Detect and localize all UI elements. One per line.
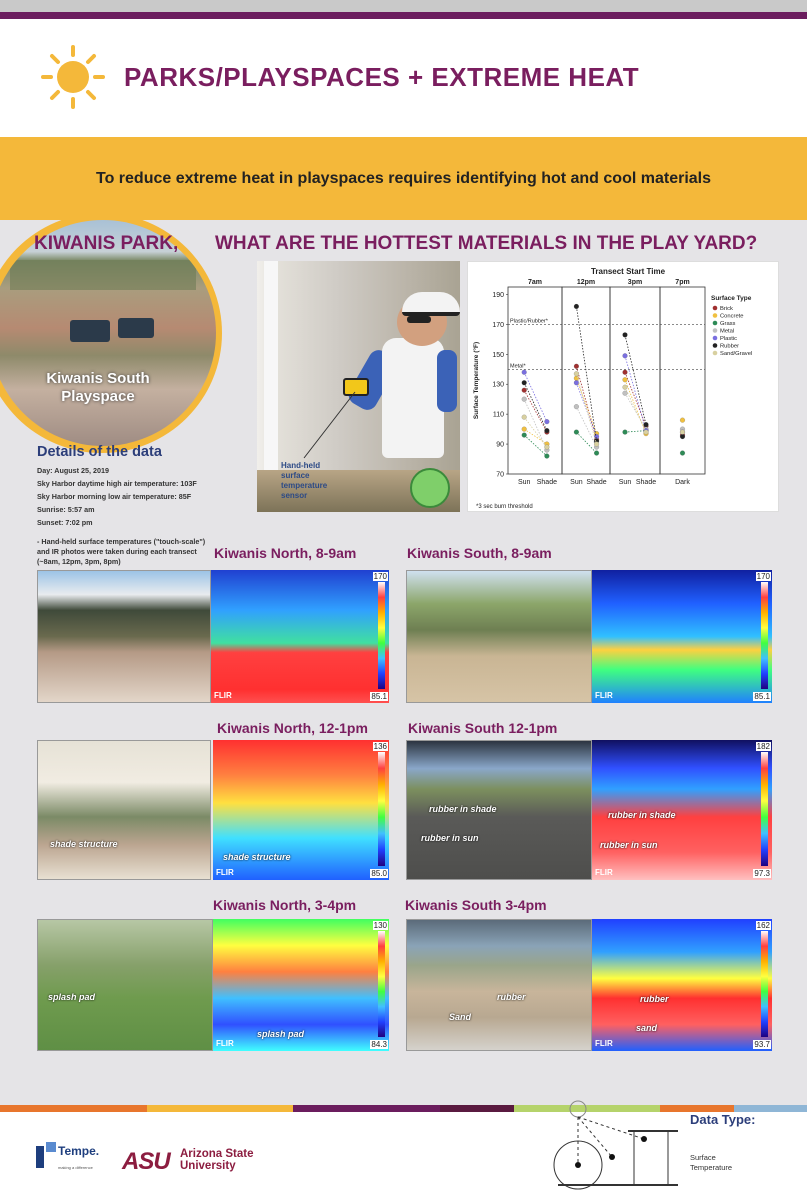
data-point (680, 434, 685, 439)
scale-max: 136 (373, 742, 387, 751)
chart-panel (467, 261, 779, 512)
panel-label: 7am (527, 279, 543, 286)
data-point (623, 430, 628, 435)
series-link (576, 407, 596, 447)
panel-frame (660, 287, 705, 474)
photo-annotation: shade structure (223, 852, 291, 862)
photo-annotation: rubber in shade (429, 804, 497, 814)
y-tick-label: 150 (492, 351, 504, 359)
legend-swatch (713, 321, 718, 326)
scale-min: 97.3 (754, 869, 770, 878)
data-point (522, 397, 527, 402)
stripe-segment (0, 1105, 74, 1112)
data-point (644, 422, 649, 427)
data-point (522, 380, 527, 385)
heading-park: KIWANIS PARK, (34, 233, 179, 254)
legend-label: Grass (720, 321, 736, 327)
flir-logo: FLIR (595, 1039, 613, 1048)
boy-sunglasses (407, 316, 431, 323)
x-tick-label: Sun (618, 479, 632, 486)
scale-min: 85.1 (754, 692, 770, 701)
tempe-logo-text: Tempe. (58, 1144, 100, 1158)
chart-footnote: *3 sec burn threshold (476, 504, 533, 510)
y-tick-label: 130 (492, 381, 504, 389)
legend-swatch (713, 343, 718, 348)
y-axis-label: Surface Temperature (°F) (473, 341, 480, 420)
tempe-logo-sub: making a difference (58, 1165, 93, 1170)
sensor-label-line: surface (281, 471, 310, 480)
series-link (625, 335, 646, 425)
series-link (524, 399, 547, 450)
legend-swatch (713, 313, 718, 318)
chart-title: Transect Start Time (590, 267, 666, 276)
panel-frame (508, 287, 562, 474)
x-tick-label: Shade (635, 479, 657, 486)
y-tick-label: 190 (492, 291, 504, 299)
stripe-segment (73, 1105, 147, 1112)
infrared-photo (213, 740, 389, 880)
x-tick-label: Sun (570, 479, 583, 486)
detail-low: Sky Harbor morning low air temperature: 85F (37, 492, 192, 501)
flir-logo: FLIR (595, 691, 613, 700)
data-point (594, 451, 599, 456)
temperature-scale-bar (378, 752, 385, 866)
section-title: Kiwanis South 3-4pm (405, 897, 547, 913)
photo-annotation: shade structure (50, 839, 118, 849)
details-title: Details of the data (37, 444, 162, 460)
sensor-label-line: sensor (281, 491, 308, 500)
scale-max: 170 (373, 572, 387, 581)
legend-title: Surface Type (711, 295, 752, 302)
sensor-pointer-line (300, 390, 360, 460)
data-point (522, 388, 527, 393)
panel-label: 3pm (627, 279, 643, 286)
stripe-segment (734, 1105, 807, 1112)
site-photo (37, 919, 213, 1051)
legend-swatch (713, 351, 718, 356)
data-point (522, 415, 527, 420)
legend-label: Metal (720, 328, 735, 335)
data-point (574, 430, 579, 435)
surface-temperature-diagram (548, 1095, 688, 1195)
scale-min: 84.3 (371, 1040, 387, 1049)
data-point (522, 433, 527, 438)
site-photo (406, 570, 592, 703)
photo-annotation: rubber (497, 992, 526, 1002)
section-title: Kiwanis North, 8-9am (214, 545, 357, 561)
data-point (680, 418, 685, 423)
legend-label: Rubber (720, 343, 740, 350)
data-point (623, 385, 628, 390)
stripe-segment (440, 1105, 514, 1112)
series-link (576, 432, 596, 453)
photo-annotation: splash pad (48, 992, 96, 1002)
data-type-line: Surface (690, 1153, 716, 1162)
infrared-photo (211, 570, 389, 703)
y-tick-label: 90 (496, 441, 504, 449)
asu-name-line: University (180, 1160, 236, 1172)
panel-frame (610, 287, 660, 474)
data-point (522, 370, 527, 375)
section-title: Kiwanis North, 3-4pm (213, 897, 357, 913)
series-link (524, 372, 547, 421)
photo-annotation: sand (636, 1023, 658, 1033)
photo-annotation: Sand (449, 1012, 472, 1022)
flir-logo: FLIR (216, 1039, 234, 1048)
sun-icon (40, 44, 106, 110)
series-link (524, 417, 547, 447)
frisbee (410, 468, 450, 508)
section-title: Kiwanis North, 12-1pm (217, 720, 368, 736)
stripe-segment (220, 1105, 294, 1112)
top-purple-bar (0, 12, 807, 19)
temperature-scale-bar (761, 582, 768, 689)
legend-label: Brick (720, 306, 733, 312)
poster-title: PARKS/PLAYSPACES + EXTREME HEAT (124, 62, 640, 92)
flir-logo: FLIR (214, 691, 232, 700)
boy-cap (402, 292, 460, 316)
stripe-segment (147, 1105, 221, 1112)
detail-sunrise: Sunrise: 5:57 am (37, 505, 95, 514)
series-link (524, 435, 547, 456)
surface-temp-chart (468, 262, 780, 513)
series-link (524, 383, 547, 431)
scale-max: 182 (756, 742, 770, 751)
detail-high: Sky Harbor daytime high air temperature: 103F (37, 479, 197, 488)
data-point (522, 427, 527, 432)
pavilion-roof (70, 320, 110, 342)
data-point (680, 451, 685, 456)
series-link (524, 429, 547, 444)
detail-note: - Hand-held surface temperatures ("touch-scale") and IR photos were taken during each transect (~8am, 12pm, 3pm, 8pm) (37, 537, 206, 566)
section-title: Kiwanis South 12-1pm (408, 720, 558, 736)
panel-frame (562, 287, 610, 474)
data-type-line: Temperature (690, 1163, 733, 1172)
scale-max: 162 (756, 921, 770, 930)
site-photo (37, 740, 211, 880)
x-tick-label: Dark (675, 479, 690, 486)
boy-arm (437, 350, 457, 412)
section-title: Kiwanis South, 8-9am (407, 545, 552, 561)
top-gray-bar (0, 0, 807, 12)
x-tick-label: Shade (536, 479, 558, 486)
series-link (576, 374, 596, 444)
sensor-label-line: Hand-held (281, 461, 321, 470)
scale-min: 85.0 (371, 869, 387, 878)
infrared-photo (592, 570, 772, 703)
legend-label: Concrete (720, 313, 744, 320)
data-point (623, 391, 628, 396)
banner-text: To reduce extreme heat in playspaces requires identifying hot and cool materials (96, 170, 711, 187)
scale-min: 85.1 (371, 692, 387, 701)
temperature-scale-bar (761, 931, 768, 1037)
sensor-label (281, 461, 327, 501)
temperature-scale-bar (378, 931, 385, 1037)
data-point (544, 445, 549, 450)
circle-label: Kiwanis South Playspace (46, 370, 150, 405)
data-point (574, 304, 579, 309)
temperature-scale-bar (761, 752, 768, 866)
series-link (524, 390, 547, 432)
detail-sunset: Sunset: 7:02 pm (37, 518, 93, 527)
series-link (625, 431, 646, 432)
threshold-label: Plastic/Rubber* (510, 318, 548, 325)
flir-logo: FLIR (595, 868, 613, 877)
details-list (37, 464, 215, 567)
site-photo (37, 570, 211, 703)
asu-logo: ASU (122, 1148, 170, 1175)
x-tick-label: Shade (586, 479, 607, 486)
stripe-segment (367, 1105, 441, 1112)
data-point (574, 371, 579, 376)
site-photo (406, 740, 592, 880)
data-point (623, 332, 628, 337)
heading-question: WHAT ARE THE HOTTEST MATERIALS IN THE PLAY YARD? (215, 233, 758, 254)
photo-annotation: rubber in shade (608, 810, 676, 820)
data-point (623, 353, 628, 358)
data-type-title: Data Type: (690, 1112, 756, 1127)
legend-label: Sand/Gravel (720, 351, 753, 357)
data-type-value (690, 1153, 732, 1173)
data-point (680, 430, 685, 435)
data-point (594, 442, 599, 447)
sensor-label-line: temperature (281, 481, 328, 490)
series-link (576, 306, 596, 441)
asu-name-line: Arizona State (180, 1148, 254, 1160)
photo-annotation: rubber in sun (600, 840, 658, 850)
scale-max: 170 (756, 572, 770, 581)
infrared-photo (592, 919, 772, 1051)
threshold-label: Metal* (510, 363, 526, 370)
infrared-photo (213, 919, 389, 1051)
legend-swatch (713, 306, 718, 311)
y-tick-label: 170 (492, 321, 504, 329)
data-point (623, 370, 628, 375)
detail-day: Day: August 25, 2019 (37, 466, 110, 475)
panel-label: 12pm (576, 279, 596, 286)
pavilion-roof (118, 318, 154, 338)
data-point (574, 404, 579, 409)
panel-label: 7pm (675, 279, 690, 286)
data-point (623, 377, 628, 382)
site-photo (406, 919, 592, 1051)
infrared-photo (592, 740, 772, 880)
scale-min: 93.7 (754, 1040, 770, 1049)
series-link (576, 378, 596, 433)
data-point (574, 364, 579, 369)
legend-label: Plastic (720, 336, 738, 342)
data-point (544, 428, 549, 433)
scale-max: 130 (373, 921, 387, 930)
asu-name (180, 1148, 254, 1172)
legend-swatch (713, 336, 718, 341)
stripe-segment (293, 1105, 367, 1112)
y-tick-label: 110 (492, 411, 504, 419)
data-point (544, 454, 549, 459)
data-point (544, 419, 549, 424)
tempe-logo-icon (34, 1142, 60, 1172)
x-tick-label: Sun (517, 479, 531, 486)
flir-logo: FLIR (216, 868, 234, 877)
photo-annotation: splash pad (257, 1029, 305, 1039)
photo-annotation: rubber in sun (421, 833, 479, 843)
data-point (644, 430, 649, 435)
boy-shirt (382, 338, 444, 458)
temperature-scale-bar (378, 582, 385, 689)
y-tick-label: 70 (496, 471, 504, 479)
photo-annotation: rubber (640, 994, 669, 1004)
tree-line (10, 260, 196, 290)
legend-swatch (713, 328, 718, 333)
